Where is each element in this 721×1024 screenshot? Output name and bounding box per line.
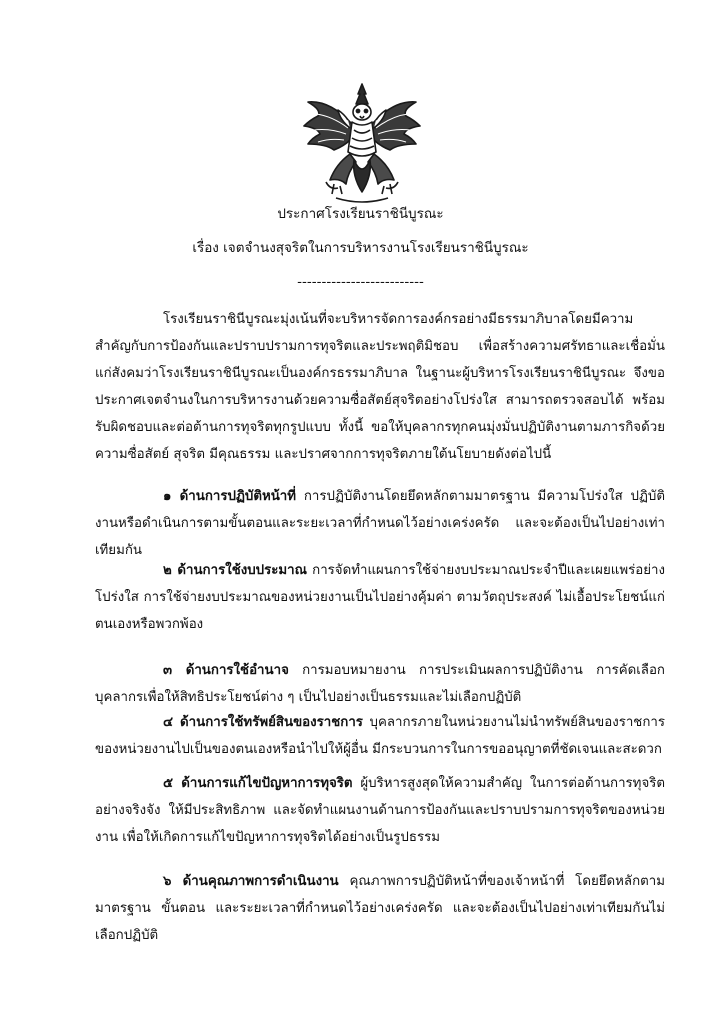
garuda-emblem-icon bbox=[300, 80, 424, 208]
policy-item-heading: ๖ ด้านคุณภาพการดำเนินงาน bbox=[163, 874, 339, 889]
divider: -------------------------- bbox=[297, 274, 424, 290]
policy-item-text: บุคลากรภายในหน่วยงานไม่นำทรัพย์สินของราชการ ของหน่วยงานไปเป็นของตนเองหรือนำไปให้ผู้อื่น มีกระบวนการในการขออนุญาตที่ชัดเจนและสะดวก bbox=[95, 715, 665, 757]
announcement-title: ประกาศโรงเรียนราชินีบูรณะ bbox=[277, 206, 444, 222]
intro-paragraph bbox=[95, 306, 665, 468]
policy-item bbox=[95, 483, 665, 564]
policy-item bbox=[95, 709, 665, 763]
policy-item bbox=[95, 557, 665, 638]
announcement-subject: เรื่อง เจตจำนงสุจริตในการบริหารงานโรงเรียนราชินีบูรณะ bbox=[192, 240, 529, 256]
policy-item-heading: ๒ ด้านการใช้งบประมาณ bbox=[163, 563, 307, 578]
policy-item-text: ผู้บริหารสูงสุดให้ความสำคัญ ในการต่อต้านการทุจริตอย่างจริงจัง ให้มีประสิทธิภาพ และจัดทำแผนงานด้านการป้องกันและปราบปรามการทุจริตของหน่วยงาน เพื่อให้เกิดการแก้ไขปัญหาการทุจริตได้อย่างเป็นรูปธรรม bbox=[95, 776, 666, 845]
policy-item-text: คุณภาพการปฏิบัติหน้าที่ของเจ้าหน้าที่ โดยยึดหลักตามมาตรฐาน ขั้นตอน และระยะเวลาที่กำหนดไว้อย่างเคร่งครัด และจะต้องเป็นไปอย่างเท่าเทียมกันไม่เลือกปฏิบัติ bbox=[95, 874, 666, 943]
policy-item-heading: ๕ ด้านการแก้ไขปัญหาการทุจริต bbox=[163, 776, 353, 791]
policy-item bbox=[95, 770, 665, 851]
policy-item-heading: ๑ ด้านการปฏิบัติหน้าที่ bbox=[163, 489, 297, 504]
policy-item bbox=[95, 868, 665, 949]
intro-text: โรงเรียนราชินีบูรณะมุ่งเน้นที่จะบริหารจัดการองค์กรอย่างมีธรรมาภิบาลโดยมีความสำคัญกับการป้องกันและปราบปรามการทุจริตและประพฤติมิชอบ เพื่อสร้างความศรัทธาและเชื่อมั่นแก่สังคมว่าโรงเรียนราชินีบูรณะเป็นองค์กรธรรมาภิบาล ในฐานะผู้บริหารโรงเรียนราชินีบูรณะ จึงขอประกาศเจตจำนงในการบริหารงานด้วยความซื่อสัตย์สุจริตอย่างโปร่งใส สามารถตรวจสอบได้ พร้อมรับผิดชอบและต่อต้านการทุจริตทุกรูปแบบ ทั้งนี้ ขอให้บุคลากรทุกคนมุ่งมั่นปฏิบัติงานตามภารกิจด้วยความซื่อสัตย์ สุจริต มีคุณธรรม และปราศจากการทุจริตภายใต้นโยบายดังต่อไปนี้ bbox=[95, 312, 665, 462]
policy-item-heading: ๔ ด้านการใช้ทรัพย์สินของราชการ bbox=[163, 715, 363, 730]
policy-item bbox=[95, 657, 665, 711]
policy-item-text: การมอบหมายงาน การประเมินผลการปฏิบัติงาน การคัดเลือกบุคลากรเพื่อให้สิทธิประโยชน์ต่าง ๆ เป็นไปอย่างเป็นธรรมและไม่เลือกปฏิบัติ bbox=[95, 663, 665, 705]
policy-item-text: การปฏิบัติงานโดยยึดหลักตามมาตรฐาน มีความโปร่งใส ปฏิบัติงานหรือดำเนินการตามขั้นตอนและระยะเวลาที่กำหนดไว้อย่างเคร่งครัด และจะต้องเป็นไปอย่างเท่าเทียมกัน bbox=[95, 489, 666, 558]
policy-item-text: การจัดทำแผนการใช้จ่ายงบประมาณประจำปีและเผยแพร่อย่างโปร่งใส การใช้จ่ายงบประมาณของหน่วยงานเป็นไปอย่างคุ้มค่า ตามวัตถุประสงค์ ไม่เอื้อประโยชน์แก่ตนเองหรือพวกพ้อง bbox=[95, 563, 665, 632]
policy-item-heading: ๓ ด้านการใช้อำนาจ bbox=[163, 663, 289, 678]
